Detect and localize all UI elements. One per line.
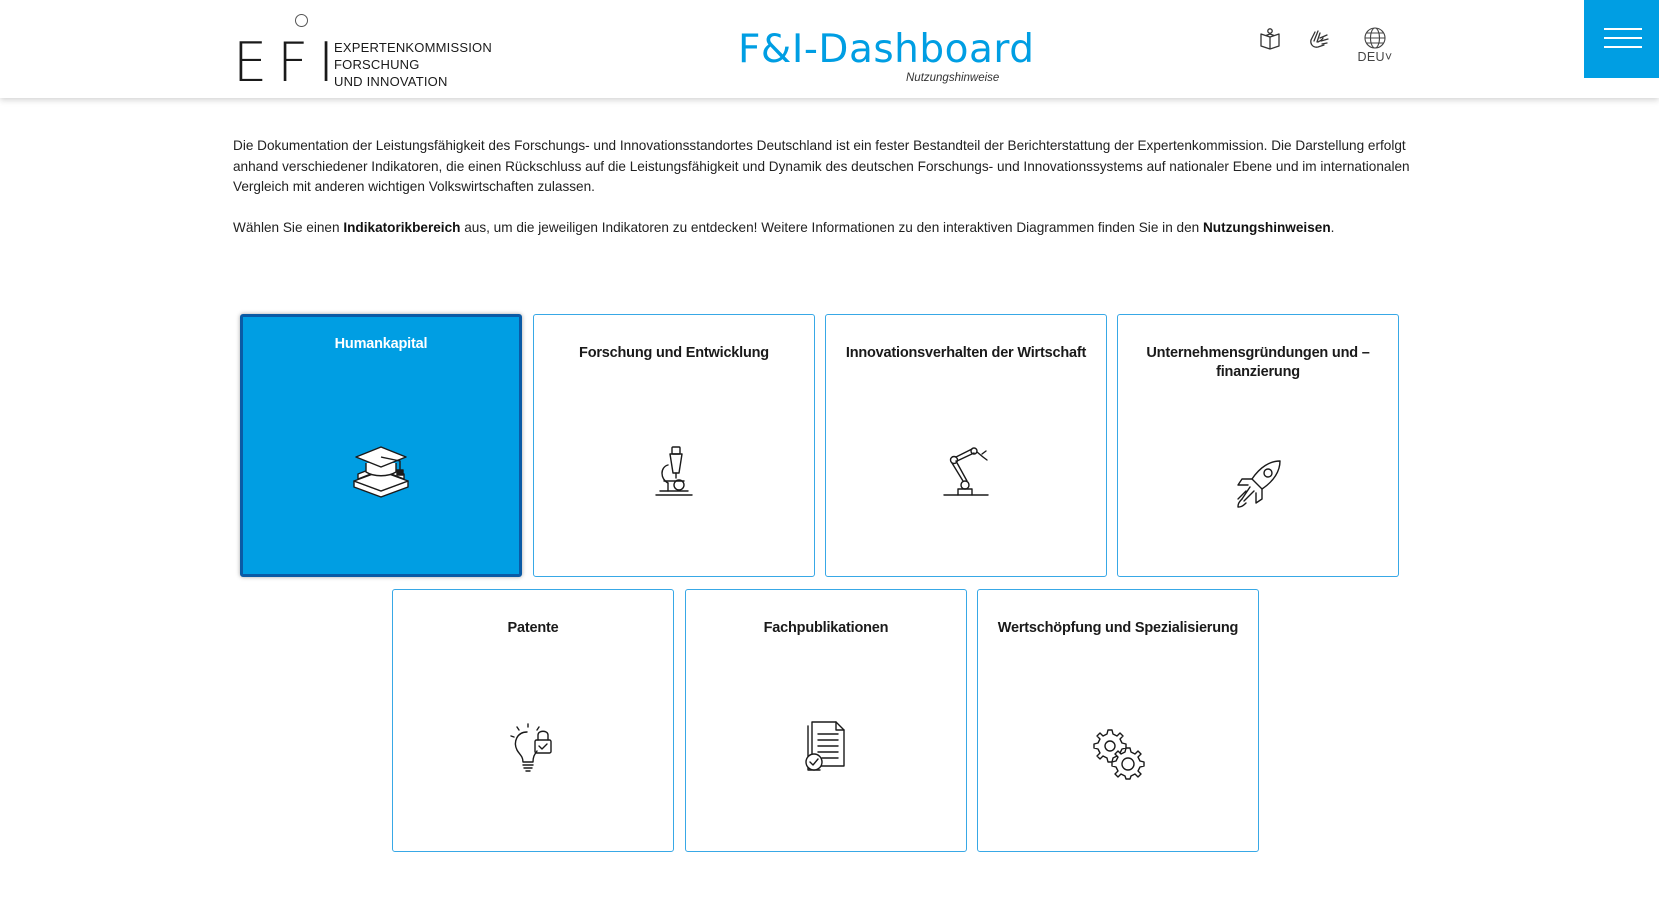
intro-text xyxy=(233,136,1423,258)
page-title: F&I-Dashboard xyxy=(738,27,1035,72)
instruction-bold-link[interactable]: Nutzungshinweisen xyxy=(1202,219,1331,235)
instruction-bold: Indikatorikbereich xyxy=(343,219,461,235)
rocket-icon xyxy=(1230,455,1286,511)
lightbulb-lock-icon xyxy=(505,718,561,774)
tile-title: Fachpublikationen xyxy=(763,620,889,636)
language-selector[interactable] xyxy=(1355,26,1395,64)
tile-patente[interactable] xyxy=(392,589,674,852)
logo-circle-mark xyxy=(295,14,308,27)
graduation-cap-books-icon xyxy=(346,437,416,507)
hamburger-line xyxy=(1604,37,1642,39)
logo-letters: EFI xyxy=(233,31,345,94)
logo-line: EXPERTENKOMMISSION xyxy=(334,40,492,55)
tile-forschung-entwicklung[interactable] xyxy=(533,314,815,577)
intro-paragraph: Die Dokumentation der Leistungsfähigkeit des Forschungs- und Innovationsstandortes Deutschland ist ein fester Bestandteil der Berichterstattung der Expertenkommission. Die Darstellung erfolgt anhand verschiedener Indikatoren, die einen Rückschluss auf die Leistungsfähigkeit und Dynamik des deutschen Forschungs- und Innovationssystems auf nationaler Ebene und im internationalen Vergleich mit anderen wichtigen Volkswirtschaften zulassen. xyxy=(233,138,1410,194)
tile-title: Unternehmensgründungen und –finanzierung xyxy=(1146,345,1370,380)
document-check-icon xyxy=(798,718,854,774)
logo-line: FORSCHUNG xyxy=(334,57,420,72)
hamburger-line xyxy=(1604,46,1642,48)
robot-arm-icon xyxy=(938,443,994,499)
easy-language-book-icon[interactable] xyxy=(1257,26,1283,52)
instruction-text: . xyxy=(1330,219,1335,235)
tile-humankapital[interactable] xyxy=(240,314,522,577)
instruction-text: aus, um die jeweiligen Indikatoren zu entdecken! Weitere Informationen zu den interaktiven Diagrammen finden Sie in den xyxy=(460,219,1203,235)
hamburger-line xyxy=(1604,28,1642,30)
intro-instruction xyxy=(233,218,1423,239)
tile-title: Wertschöpfung und Spezialisierung xyxy=(997,620,1239,636)
efi-logo[interactable] xyxy=(233,12,493,92)
sign-language-hands-icon[interactable] xyxy=(1306,26,1332,52)
globe-icon xyxy=(1363,26,1387,50)
tile-innovationsverhalten[interactable] xyxy=(825,314,1107,577)
instruction-text: Wählen Sie einen xyxy=(233,219,344,235)
tile-title: Humankapital xyxy=(334,336,428,352)
tile-unternehmensgruendungen[interactable] xyxy=(1117,314,1399,577)
tile-title: Patente xyxy=(507,620,559,636)
header xyxy=(0,0,1659,98)
tile-fachpublikationen[interactable] xyxy=(685,589,967,852)
tile-wertschoepfung[interactable] xyxy=(977,589,1259,852)
tile-title: Forschung und Entwicklung xyxy=(579,345,769,361)
tile-title: Innovationsverhalten der Wirtschaft xyxy=(845,345,1087,361)
hamburger-menu-button[interactable] xyxy=(1584,0,1659,78)
gears-icon xyxy=(1090,724,1146,780)
microscope-icon xyxy=(646,443,702,499)
logo-line: UND INNOVATION xyxy=(334,74,448,89)
language-label: DEU˅ xyxy=(1357,50,1393,64)
usage-notes-link[interactable]: Nutzungshinweise xyxy=(906,72,1000,84)
logo-wordmark xyxy=(334,39,492,90)
